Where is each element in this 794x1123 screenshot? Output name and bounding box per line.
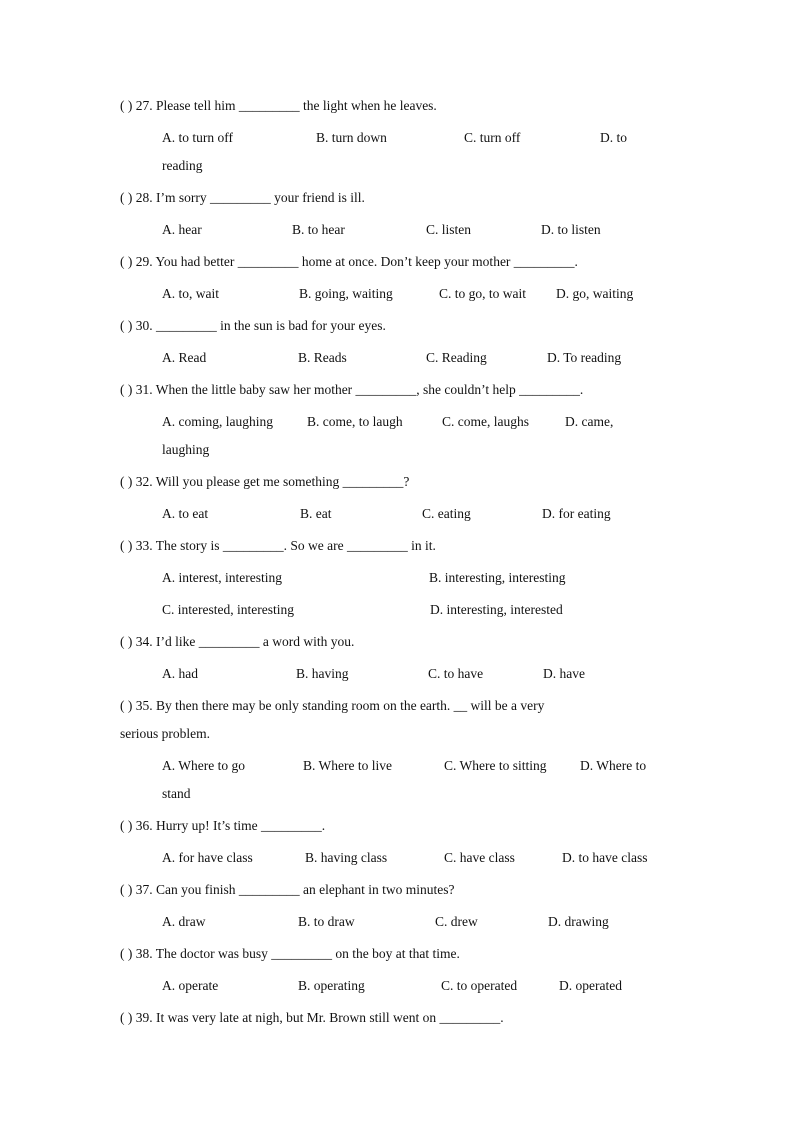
q31-option-c: C. come, laughs [442, 414, 529, 429]
q34-option-a: A. had [162, 666, 198, 681]
q27-option-c: C. turn off [464, 130, 521, 145]
q32-option-b: B. eat [300, 506, 332, 521]
q27-option-d: D. to [600, 130, 627, 145]
q34-option-b: B. having [296, 666, 349, 681]
q37-option-b: B. to draw [298, 914, 355, 929]
q30-option-d: D. To reading [547, 350, 622, 365]
q30-option-c: C. Reading [426, 350, 487, 365]
q36-option-b: B. having class [305, 850, 388, 865]
q29-option-a: A. to, wait [162, 286, 219, 301]
q37-option-c: C. drew [435, 914, 478, 929]
q35-option-b: B. Where to live [303, 758, 392, 773]
q36-option-d: D. to have class [562, 850, 648, 865]
q36-option-c: C. have class [444, 850, 515, 865]
q27-option-b: B. turn down [316, 130, 387, 145]
q33-option-d: D. interesting, interested [430, 602, 563, 617]
question-30: ( ) 30. _________ in the sun is bad for your eyes. [120, 318, 386, 333]
question-27: ( ) 27. Please tell him _________ the light when he leaves. [120, 98, 437, 113]
question-38: ( ) 38. The doctor was busy _________ on the boy at that time. [120, 946, 460, 961]
question-28: ( ) 28. I’m sorry _________ your friend is ill. [120, 190, 365, 205]
q28-option-a: A. hear [162, 222, 202, 237]
q29-option-b: B. going, waiting [299, 286, 393, 301]
q30-option-b: B. Reads [298, 350, 347, 365]
question-35: ( ) 35. By then there may be only standing room on the earth. __ will be a very [120, 698, 545, 713]
q32-option-c: C. eating [422, 506, 471, 521]
q31-option-d-continued: laughing [162, 442, 210, 457]
question-36: ( ) 36. Hurry up! It’s time _________. [120, 818, 326, 833]
q38-option-d: D. operated [559, 978, 622, 993]
q38-option-b: B. operating [298, 978, 365, 993]
q28-option-b: B. to hear [292, 222, 345, 237]
q28-option-d: D. to listen [541, 222, 601, 237]
q29-option-c: C. to go, to wait [439, 286, 526, 301]
q33-option-b: B. interesting, interesting [429, 570, 566, 585]
q36-option-a: A. for have class [162, 850, 253, 865]
q29-option-d: D. go, waiting [556, 286, 634, 301]
q31-option-b: B. come, to laugh [307, 414, 403, 429]
q33-option-a: A. interest, interesting [162, 570, 282, 585]
question-37: ( ) 37. Can you finish _________ an elephant in two minutes? [120, 882, 455, 897]
q38-option-c: C. to operated [441, 978, 518, 993]
question-34: ( ) 34. I’d like _________ a word with you. [120, 634, 355, 649]
q32-option-a: A. to eat [162, 506, 209, 521]
q38-option-a: A. operate [162, 978, 219, 993]
q35-option-d-continued: stand [162, 786, 191, 801]
question-32: ( ) 32. Will you please get me something _________? [120, 474, 410, 489]
q28-option-c: C. listen [426, 222, 472, 237]
q27-option-d-continued: reading [162, 158, 203, 173]
question-33: ( ) 33. The story is _________. So we are _________ in it. [120, 538, 436, 553]
q34-option-c: C. to have [428, 666, 484, 681]
question-39: ( ) 39. It was very late at nigh, but Mr. Brown still went on _________. [120, 1010, 504, 1025]
question-31: ( ) 31. When the little baby saw her mother _________, she couldn’t help _________. [120, 382, 584, 397]
q31-option-a: A. coming, laughing [162, 414, 273, 429]
q34-option-d: D. have [543, 666, 585, 681]
question-29: ( ) 29. You had better _________ home at once. Don’t keep your mother _________. [120, 254, 578, 269]
q35-option-c: C. Where to sitting [444, 758, 547, 773]
q35-option-d: D. Where to [580, 758, 647, 773]
q35-option-a: A. Where to go [162, 758, 245, 773]
q27-option-a: A. to turn off [162, 130, 233, 145]
q33-option-c: C. interested, interesting [162, 602, 294, 617]
q31-option-d: D. came, [565, 414, 614, 429]
q32-option-d: D. for eating [542, 506, 611, 521]
q37-option-a: A. draw [162, 914, 206, 929]
question-35-continued: serious problem. [120, 726, 210, 741]
q37-option-d: D. drawing [548, 914, 609, 929]
q30-option-a: A. Read [162, 350, 207, 365]
